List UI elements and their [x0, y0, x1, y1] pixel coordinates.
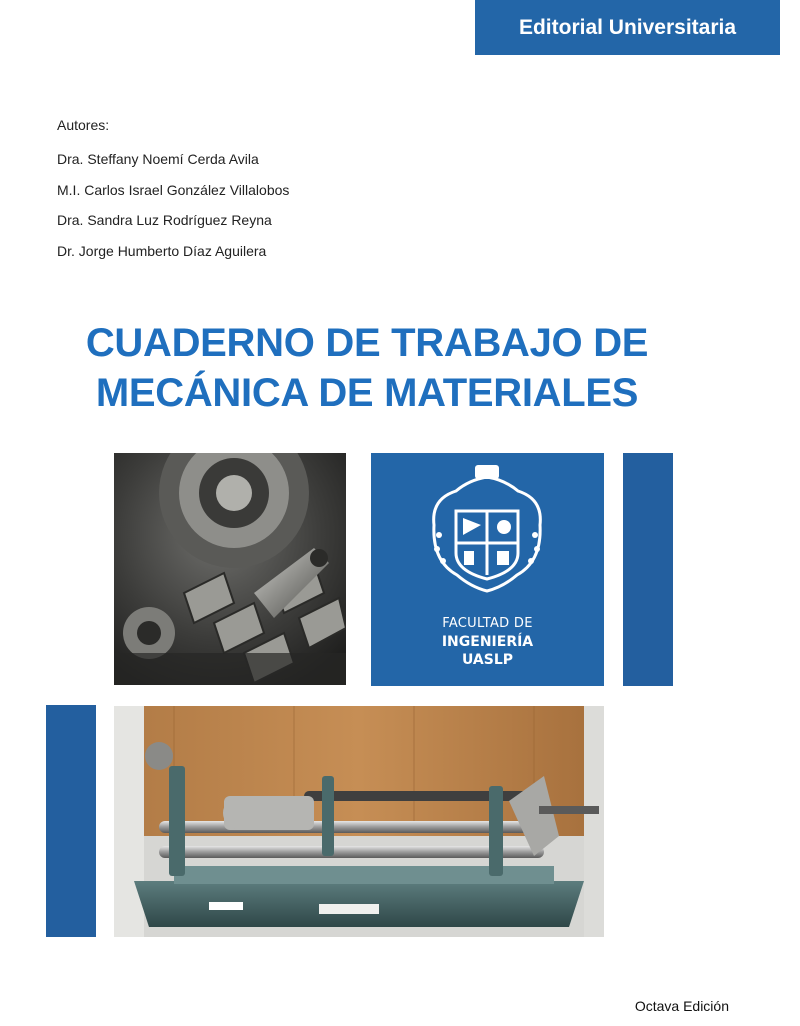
faculty-name-line-1: FACULTAD DE: [442, 616, 533, 631]
faculty-name-line-2: INGENIERÍA: [441, 634, 534, 650]
university-seal-icon: [371, 453, 604, 608]
gear-photo: [114, 453, 346, 685]
machine-photo: [114, 706, 604, 937]
edition-label: Octava Edición: [634, 998, 729, 1014]
accent-bar-left: [46, 705, 96, 937]
author-1: Dra. Steffany Noemí Cerda Avila: [57, 151, 259, 167]
faculty-name-line-3: UASLP: [461, 652, 514, 668]
authors-block: [57, 117, 289, 266]
publisher-name: Editorial Universitaria: [518, 15, 737, 39]
faculty-logo-panel: [371, 453, 604, 686]
book-title-line-2: MECÁNICA DE MATERIALES: [95, 371, 639, 415]
book-title: [57, 318, 677, 418]
publisher-banner: [475, 0, 780, 55]
author-4: Dr. Jorge Humberto Díaz Aguilera: [57, 242, 267, 259]
book-title-line-1: CUADERNO DE TRABAJO DE: [85, 321, 649, 365]
authors-label: Autores:: [57, 117, 110, 133]
accent-bar-right: [623, 453, 673, 686]
author-3: Dra. Sandra Luz Rodríguez Reyna: [57, 212, 272, 228]
author-2: M.I. Carlos Israel González Villalobos: [57, 181, 290, 198]
